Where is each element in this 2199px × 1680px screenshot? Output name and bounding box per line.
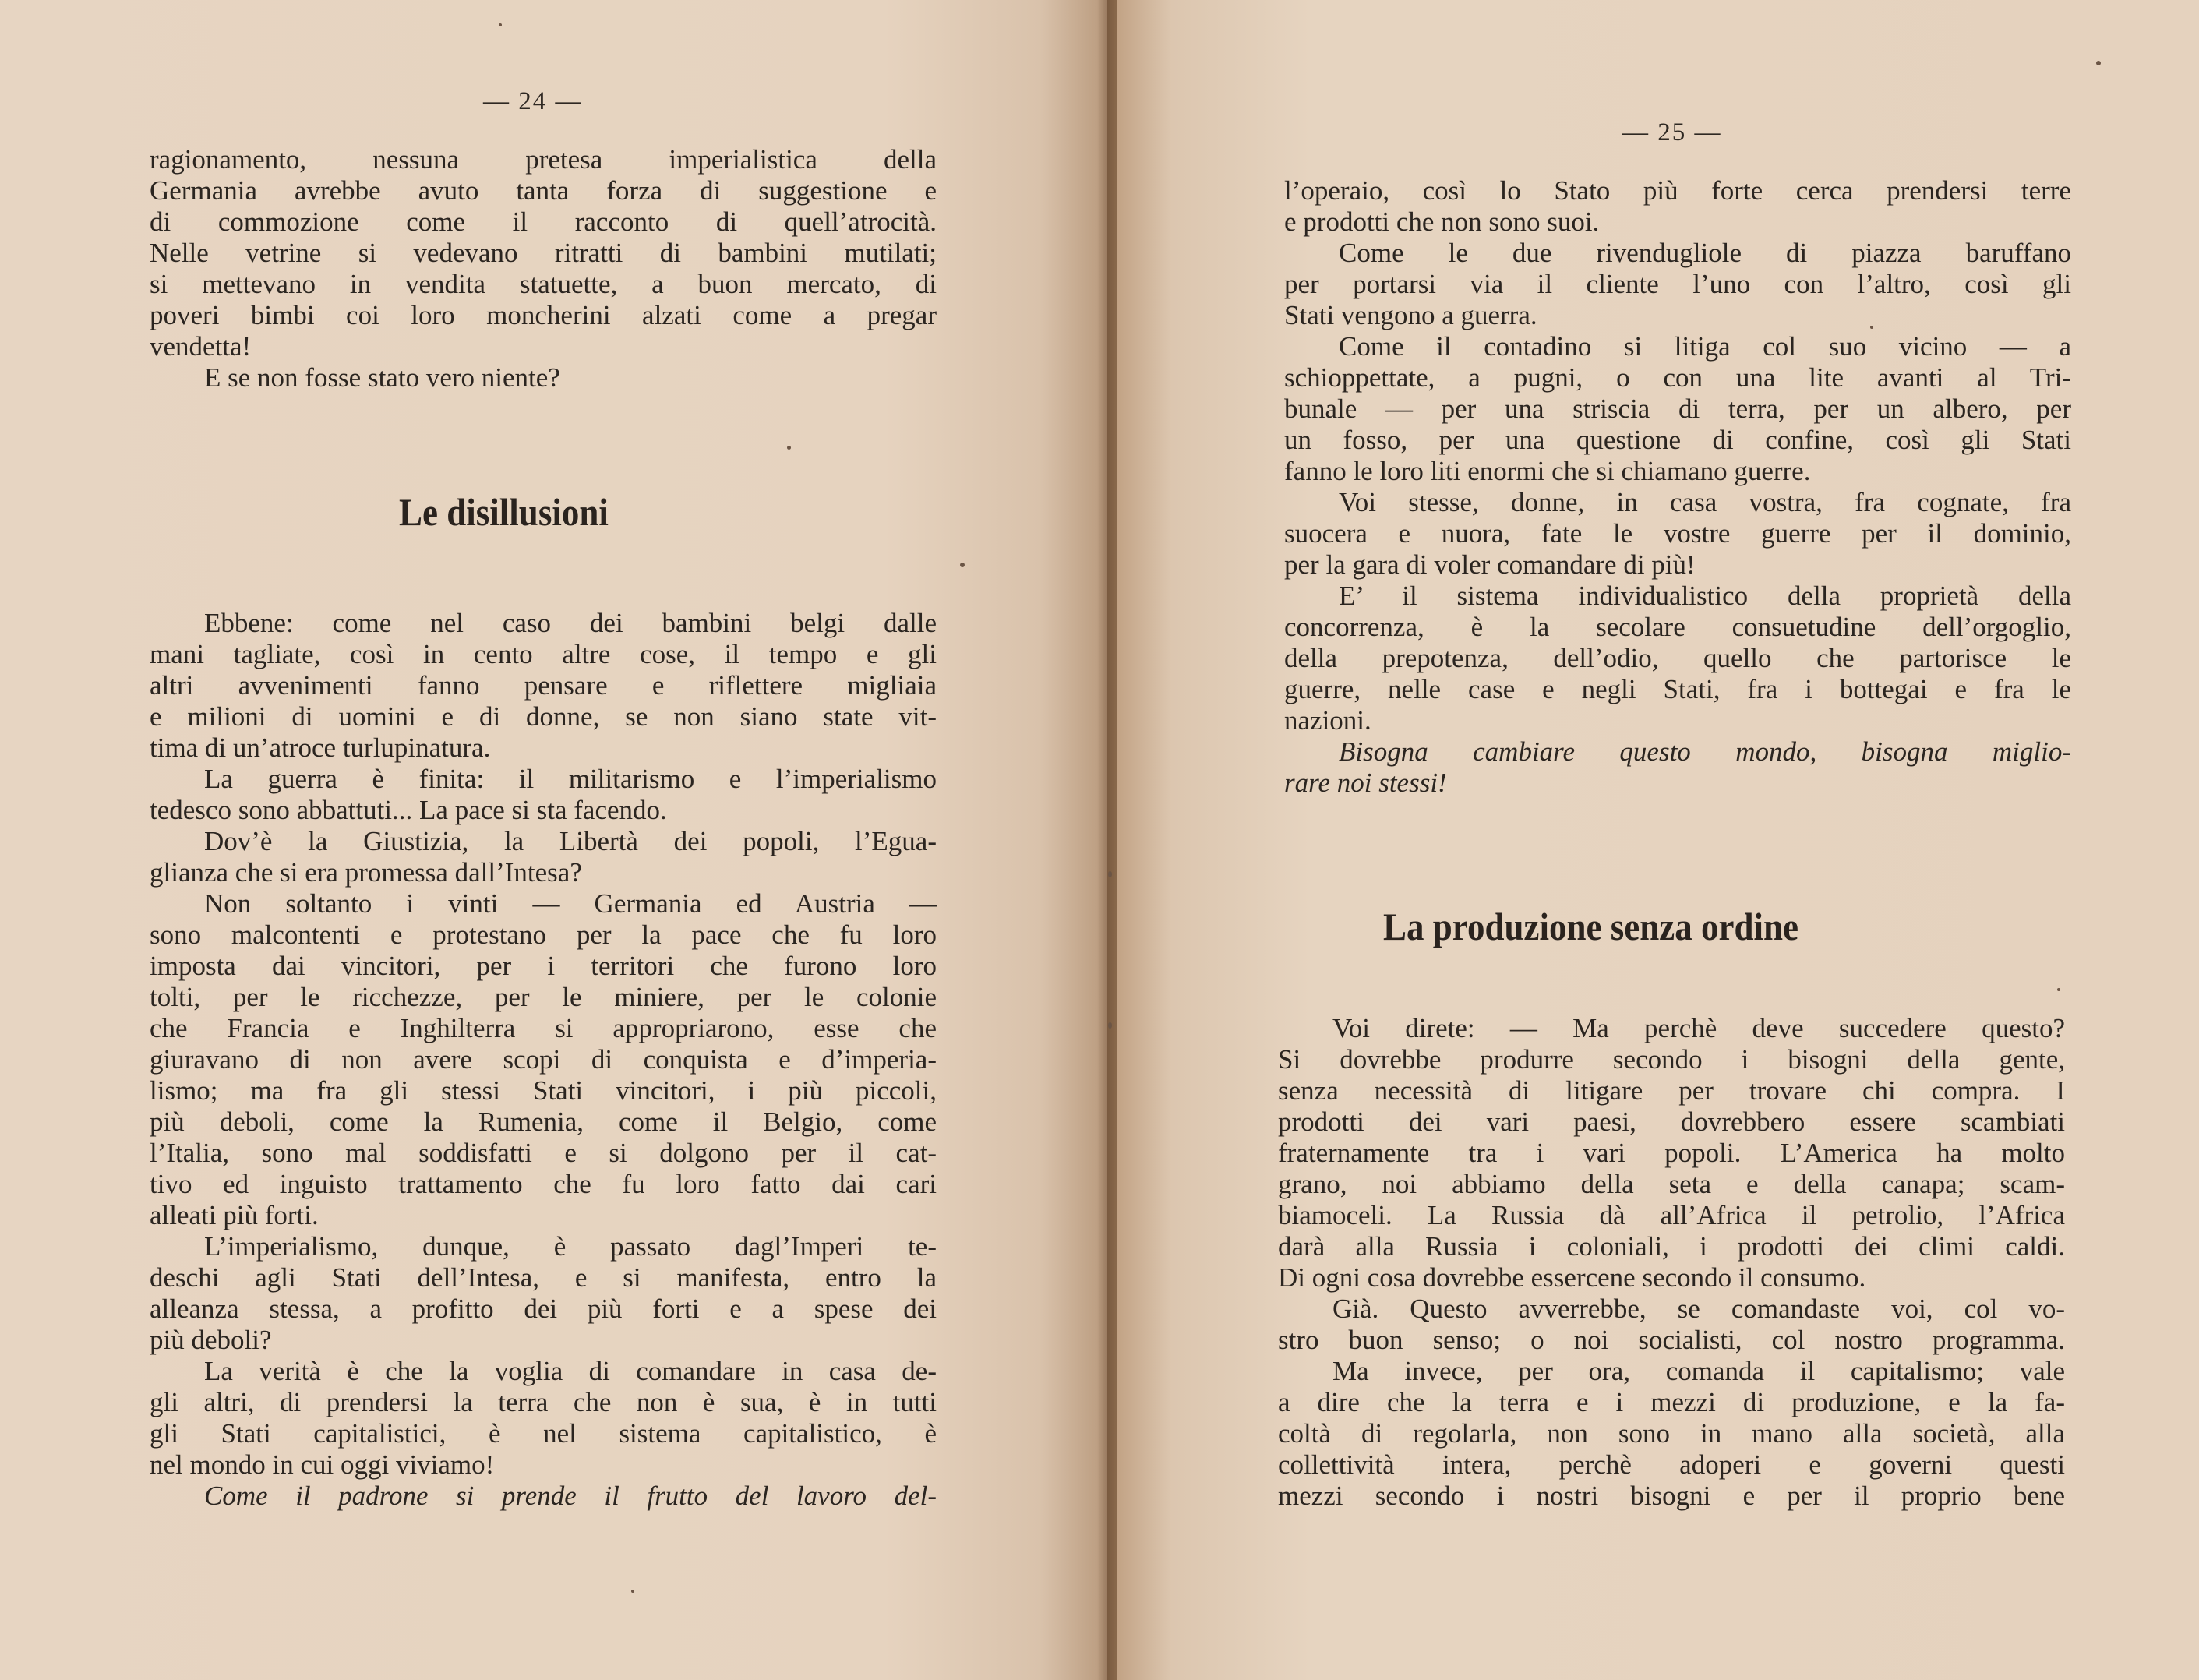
text-line: alleanza stessa, a profitto dei più forti e a spese dei — [150, 1294, 937, 1324]
text-line: bunale — per una striscia di terra, per un albero, per — [1284, 394, 2071, 424]
text-line: sono malcontenti e protestano per la pace che fu loro — [150, 919, 937, 950]
text-line: giuravano di non avere scopi di conquista e d’imperia- — [150, 1044, 937, 1075]
left-text-top — [150, 144, 937, 394]
text-line: Germania avrebbe avuto tanta forza di suggestione e — [150, 175, 937, 206]
text-line: gli Stati capitalistici, è nel sistema capitalistico, è — [150, 1418, 937, 1449]
left-text-body — [150, 608, 937, 1512]
text-line: concorrenza, è la secolare consuetudine dell’orgoglio, — [1284, 612, 2071, 642]
text-line: fanno le loro liti enormi che si chiamano guerre. — [1284, 456, 1811, 486]
text-line: Si dovrebbe produrre secondo i bisogni della gente, — [1278, 1044, 2065, 1075]
text-line: Ma invece, per ora, comanda il capitalismo; vale — [1332, 1356, 2065, 1386]
text-line: mani tagliate, così in cento altre cose, il tempo e gli — [150, 639, 937, 669]
text-line: L’imperialismo, dunque, è passato dagl’Imperi te- — [204, 1231, 937, 1262]
paper-speck — [2057, 988, 2060, 991]
text-line: Come il padrone si prende il frutto del lavoro del- — [204, 1481, 937, 1511]
text-line: E se non fosse stato vero niente? — [204, 362, 560, 393]
text-line: stro buon senso; o noi socialisti, col nostro programma. — [1278, 1325, 2065, 1355]
text-line: e prodotti che non sono suoi. — [1284, 206, 1600, 237]
text-line: Nelle vetrine si vedevano ritratti di bambini mutilati; — [150, 238, 937, 268]
page-number: — 24 — — [483, 87, 583, 115]
book-gutter — [1097, 0, 1117, 1680]
text-line: suocera e nuora, fate le vostre guerre per il dominio, — [1284, 518, 2071, 549]
text-line: schioppettate, a pugni, o con una lite avanti al Tri- — [1284, 362, 2071, 393]
text-line: mezzi secondo i nostri bisogni e per il proprio bene — [1278, 1481, 2065, 1511]
paper-speck — [1108, 1022, 1112, 1029]
text-line: vendetta! — [150, 331, 252, 362]
text-line: Come il contadino si litiga col suo vicino — a — [1339, 331, 2071, 362]
text-line: tivo ed inguisto trattamento che fu loro fatto dai cari — [150, 1169, 937, 1199]
text-line: ragionamento, nessuna pretesa imperialistica della — [150, 144, 937, 175]
text-line: l’operaio, così lo Stato più forte cerca prendersi terre — [1284, 175, 2071, 206]
text-line: Bisogna cambiare questo mondo, bisogna miglio- — [1339, 736, 2071, 767]
page-number: — 25 — — [1622, 118, 1722, 146]
text-line: nazioni. — [1284, 705, 1371, 736]
text-line: Stati vengono a guerra. — [1284, 300, 1537, 330]
text-line: Voi stesse, donne, in casa vostra, fra cognate, fra — [1339, 487, 2071, 517]
text-line: Dov’è la Giustizia, la Libertà dei popoli, l’Egua- — [204, 826, 937, 856]
text-line: rare noi stessi! — [1284, 768, 1447, 798]
text-line: biamoceli. La Russia dà all’Africa il petrolio, l’Africa — [1278, 1200, 2065, 1230]
text-line: Non soltanto i vinti — Germania ed Austria — — [204, 888, 937, 919]
text-line: alleati più forti. — [150, 1200, 319, 1230]
section-heading: La produzione senza ordine — [1383, 905, 1798, 948]
text-line: Ebbene: come nel caso dei bambini belgi dalle — [204, 608, 937, 638]
text-line: guerre, nelle case e negli Stati, fra i bottegai e fra le — [1284, 674, 2071, 704]
text-line: per la gara di voler comandare di più! — [1284, 549, 1696, 580]
text-line: e milioni di uomini e di donne, se non siano state vit- — [150, 701, 937, 732]
text-line: a dire che la terra e i mezzi di produzione, e la fa- — [1278, 1387, 2065, 1417]
text-line: senza necessità di litigare per trovare chi compra. I — [1278, 1075, 2065, 1106]
text-line: collettività intera, perchè adoperi e governi questi — [1278, 1449, 2065, 1480]
text-line: si mettevano in vendita statuette, a buon mercato, di — [150, 269, 937, 299]
text-line: l’Italia, sono mal soddisfatti e si dolgono per il cat- — [150, 1138, 937, 1168]
paper-speck — [787, 446, 791, 450]
text-line: Già. Questo avverrebbe, se comandaste voi, col vo- — [1332, 1294, 2065, 1324]
text-line: tolti, per le ricchezze, per le miniere, per le colonie — [150, 982, 937, 1012]
text-line: nel mondo in cui oggi viviamo! — [150, 1449, 495, 1480]
text-line: imposta dai vincitori, per i territori che furono loro — [150, 951, 937, 981]
text-line: prodotti dei vari paesi, dovrebbero essere scambiati — [1278, 1106, 2065, 1137]
text-line: La guerra è finita: il militarismo e l’imperialismo — [204, 764, 937, 794]
paper-speck — [960, 563, 965, 567]
paper-speck — [631, 1590, 634, 1593]
text-line: poveri bimbi coi loro moncherini alzati come a pregar — [150, 300, 937, 330]
text-line: fraternamente tra i vari popoli. L’America ha molto — [1278, 1138, 2065, 1168]
text-line: E’ il sistema individualistico della proprietà della — [1339, 581, 2071, 611]
text-line: La verità è che la voglia di comandare in casa de- — [204, 1356, 937, 1386]
right-text-top — [1284, 175, 2071, 799]
right-text-body — [1278, 1013, 2065, 1512]
text-line: di commozione come il racconto di quell’atrocità. — [150, 206, 937, 237]
text-line: per portarsi via il cliente l’uno con l’altro, così gli — [1284, 269, 2071, 299]
text-line: più deboli, come la Rumenia, come il Belgio, come — [150, 1106, 937, 1137]
text-line: deschi agli Stati dell’Intesa, e si manifesta, entro la — [150, 1262, 937, 1293]
paper-speck — [1870, 326, 1873, 329]
text-line: più deboli? — [150, 1325, 272, 1355]
text-line: altri avvenimenti fanno pensare e riflettere migliaia — [150, 670, 937, 701]
paper-speck — [1108, 871, 1112, 877]
text-line: Voi direte: — Ma perchè deve succedere questo? — [1332, 1013, 2065, 1043]
text-line: che Francia e Inghilterra si appropriarono, esse che — [150, 1013, 937, 1043]
paper-speck — [2096, 61, 2101, 65]
paper-speck — [499, 23, 502, 26]
text-line: Di ogni cosa dovrebbe essercene secondo il consumo. — [1278, 1262, 1866, 1293]
text-line: della prepotenza, dell’odio, quello che partorisce le — [1284, 643, 2071, 673]
text-line: tedesco sono abbattuti... La pace si sta facendo. — [150, 795, 667, 825]
text-line: Come le due rivendugliole di piazza baruffano — [1339, 238, 2071, 268]
section-heading: Le disillusioni — [399, 490, 609, 534]
text-line: gli altri, di prendersi la terra che non è sua, è in tutti — [150, 1387, 937, 1417]
text-line: tima di un’atroce turlupinatura. — [150, 732, 491, 763]
text-line: grano, noi abbiamo della seta e della canapa; scam- — [1278, 1169, 2065, 1199]
text-line: coltà di regolarla, non sono in mano alla società, alla — [1278, 1418, 2065, 1449]
text-line: lismo; ma fra gli stessi Stati vincitori, i più piccoli, — [150, 1075, 937, 1106]
text-line: un fosso, per una questione di confine, così gli Stati — [1284, 425, 2071, 455]
text-line: glianza che si era promessa dall’Intesa? — [150, 857, 582, 888]
text-line: darà alla Russia i coloniali, i prodotti dei climi caldi. — [1278, 1231, 2065, 1262]
